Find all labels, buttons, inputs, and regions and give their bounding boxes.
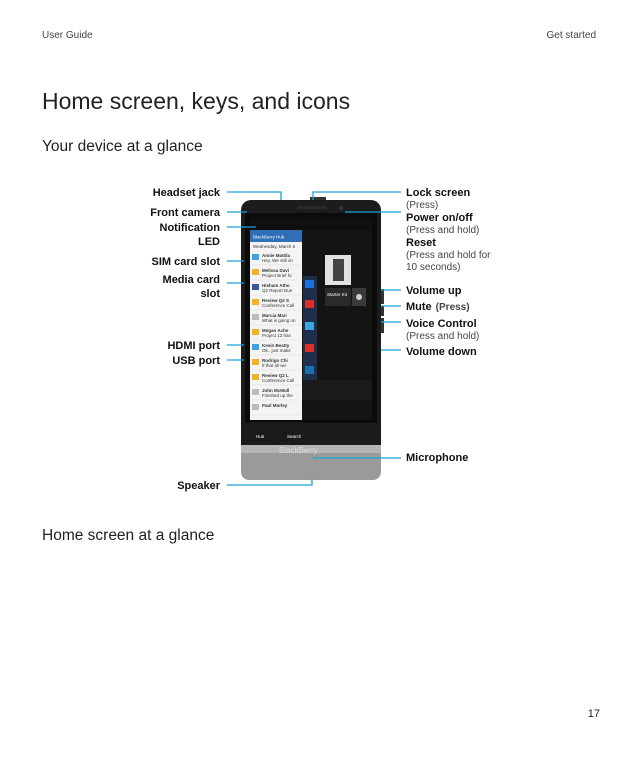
label-volume-up: Volume up bbox=[406, 285, 462, 297]
message-preview: Finished up the bbox=[262, 393, 293, 398]
message-preview: Hey, We still on bbox=[262, 258, 293, 263]
message-type-icon bbox=[252, 284, 259, 290]
earpiece bbox=[297, 206, 327, 209]
label-voice-control: Voice Control bbox=[406, 318, 477, 330]
label-mute-text: Mute bbox=[406, 301, 432, 313]
message-type-icon bbox=[252, 254, 259, 260]
label-media-card-line2: slot bbox=[200, 288, 220, 300]
volume-down-key bbox=[381, 318, 384, 333]
label-speaker: Speaker bbox=[177, 480, 220, 492]
message-preview: Ok.. just make bbox=[262, 348, 291, 353]
message-sender: Marcia Mari bbox=[262, 313, 287, 318]
volume-up-key bbox=[381, 289, 384, 304]
hub-bottom-bar bbox=[250, 422, 302, 442]
message-sender: Rodrigo Chi bbox=[262, 358, 288, 363]
label-reset-note-line2: 10 seconds) bbox=[406, 262, 461, 273]
label-media-card-line1: Media card bbox=[162, 274, 220, 286]
message-sender: John McMull bbox=[262, 388, 290, 393]
page-title: Home screen, keys, and icons bbox=[42, 88, 351, 114]
section-heading-home-screen: Home screen at a glance bbox=[42, 527, 215, 544]
message-type-icon bbox=[252, 344, 259, 350]
hub-title: BlackBerry Hub bbox=[253, 234, 285, 240]
message-sender: Megan Ache bbox=[262, 328, 289, 333]
message-type-icon bbox=[252, 299, 259, 305]
message-preview: If that all we bbox=[262, 363, 287, 368]
home-bottom-bar bbox=[302, 380, 372, 400]
message-sender: Melissa Davi bbox=[262, 268, 290, 273]
message-sender: Review Q2 L bbox=[262, 373, 289, 378]
message-preview: Conference Call bbox=[262, 303, 295, 308]
message-type-icon bbox=[252, 359, 259, 365]
phone-brand: BlackBerry bbox=[279, 446, 318, 455]
label-usb-port: USB port bbox=[172, 355, 220, 367]
page-number: 17 bbox=[587, 708, 600, 720]
label-power: Power on/off bbox=[406, 212, 473, 224]
message-type-icon bbox=[252, 404, 259, 410]
message-type-icon bbox=[252, 389, 259, 395]
tab-search: Search bbox=[287, 434, 302, 439]
label-reset-note-line1: (Press and hold for bbox=[406, 250, 491, 261]
tab-hub: Hub bbox=[256, 434, 265, 439]
label-sim-card-slot: SIM card slot bbox=[151, 256, 220, 268]
front-camera-lens bbox=[339, 206, 344, 211]
message-type-icon bbox=[252, 269, 259, 275]
label-notification-line2: LED bbox=[198, 236, 220, 248]
label-headset-jack: Headset jack bbox=[152, 187, 220, 199]
message-type-icon bbox=[252, 314, 259, 320]
message-preview: What is going on bbox=[262, 318, 296, 323]
label-volume-down: Volume down bbox=[406, 346, 477, 358]
label-mute bbox=[406, 301, 470, 313]
left-callout-labels bbox=[150, 187, 221, 492]
starter-kit-label: Starter Kit bbox=[327, 292, 348, 297]
header-right: Get started bbox=[546, 30, 596, 41]
label-lock-screen-note: (Press) bbox=[406, 200, 439, 211]
message-type-icon bbox=[252, 329, 259, 335]
label-power-note: (Press and hold) bbox=[406, 225, 480, 236]
label-lock-screen: Lock screen bbox=[406, 187, 471, 199]
label-microphone: Microphone bbox=[406, 452, 469, 464]
message-sender: Paul Morley bbox=[262, 403, 288, 408]
message-sender: Kevin Beatty bbox=[262, 343, 290, 348]
label-mute-note: (Press) bbox=[435, 302, 470, 313]
mute-key bbox=[381, 306, 384, 316]
message-preview: Project 12 has bbox=[262, 333, 291, 338]
message-preview: Q2 Report Due bbox=[262, 288, 293, 293]
message-sender: Annie Mattila bbox=[262, 253, 291, 258]
right-callout-labels bbox=[406, 187, 491, 464]
starter-kit-frame bbox=[325, 288, 351, 306]
section-heading-device: Your device at a glance bbox=[42, 138, 203, 155]
message-sender: Hisham Atho bbox=[262, 283, 290, 288]
label-notification-line1: Notification bbox=[159, 222, 220, 234]
message-preview: Conference Call bbox=[262, 378, 295, 383]
label-reset: Reset bbox=[406, 237, 436, 249]
label-voice-control-note: (Press and hold) bbox=[406, 331, 480, 342]
phone-illustration bbox=[241, 197, 384, 480]
label-hdmi-port: HDMI port bbox=[167, 340, 220, 352]
message-sender: Review Q2 S bbox=[262, 298, 290, 303]
header-left: User Guide bbox=[42, 30, 93, 41]
label-front-camera: Front camera bbox=[150, 207, 220, 219]
message-type-icon bbox=[252, 374, 259, 380]
message-preview: Project Brief fo bbox=[262, 273, 292, 278]
hub-date: Wednesday, March 6 bbox=[253, 244, 296, 249]
